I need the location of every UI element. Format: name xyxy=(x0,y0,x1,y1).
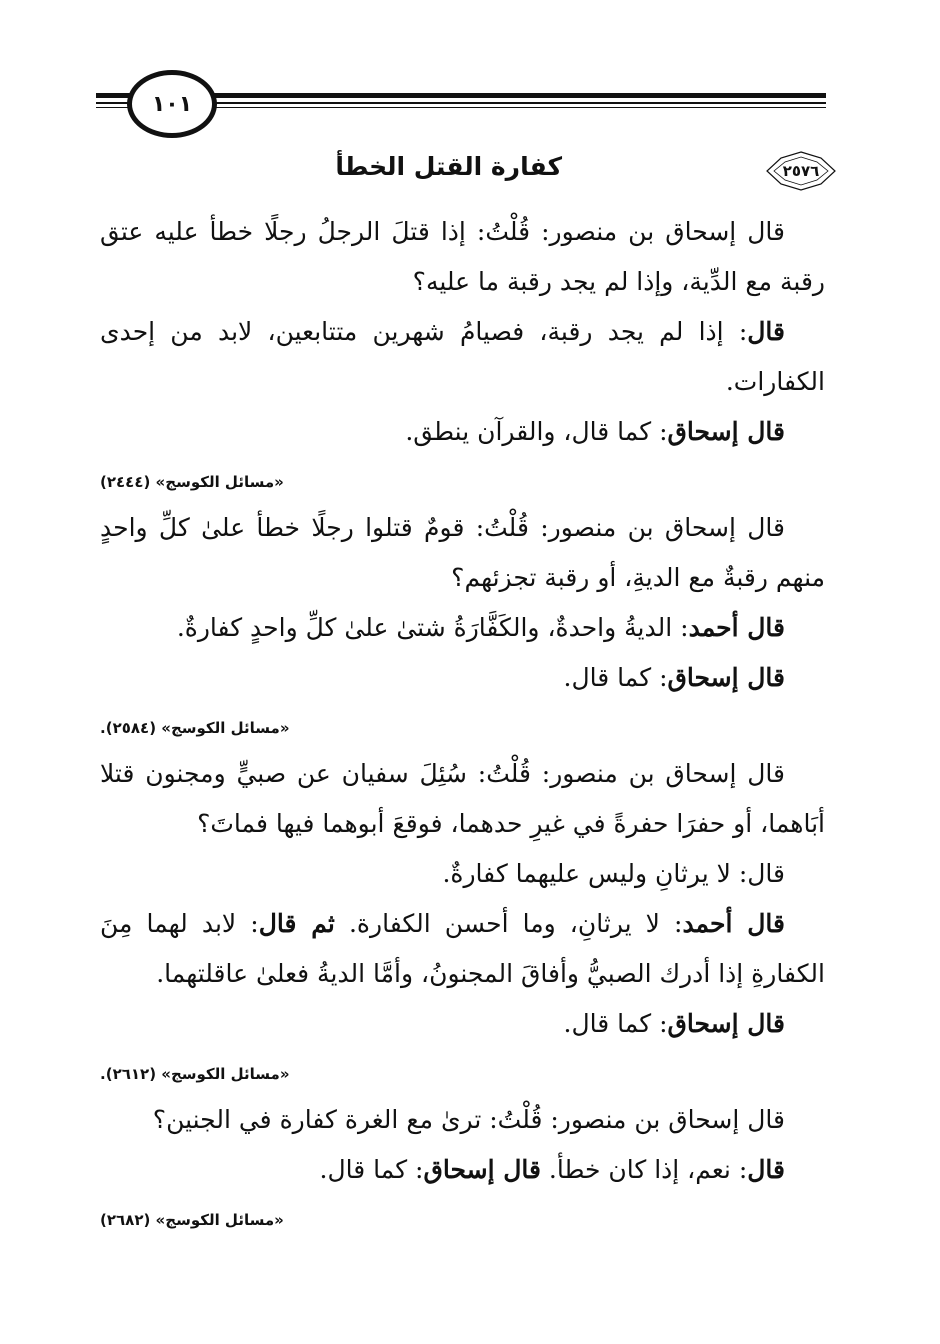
paragraph-text: : لابد لهما مِنَ الكفارةِ إذا أدرك الصبيُّ وأفاقَ المجنونُ، وأمَّا الديةُ فعلىٰ عاقلتهما. xyxy=(100,909,825,988)
paragraph-text: : كما قال. xyxy=(563,663,668,692)
paragraph-text: قال إسحاق بن منصور: xyxy=(530,217,786,246)
text-paragraph xyxy=(100,307,825,407)
issue-number-badge xyxy=(765,150,837,192)
paragraph-text: قُلْتُ xyxy=(485,217,531,246)
speaker-label: قال أحمد xyxy=(682,909,785,938)
paragraph-text: : كما قال. xyxy=(319,1155,424,1184)
page-number: ١٠١ xyxy=(127,70,217,138)
paragraph-text: : إذا لم يجد رقبة، فصيامُ شهرين متتابعين، لابد من إحدى الكفارات. xyxy=(100,317,825,396)
paragraph-text: : لا يرثانِ، وما أحسن الكفارة. xyxy=(334,909,683,938)
paragraph-text: : إذا قتلَ الرجلُ رجلًا خطأ عليه عتق رقبة مع الدِّية، وإذا لم يجد رقبة ما عليه؟ xyxy=(100,217,825,296)
speaker-label: قال إسحاق xyxy=(667,663,785,692)
text-paragraph xyxy=(100,899,825,999)
text-paragraph xyxy=(100,999,825,1049)
text-paragraph xyxy=(100,749,825,849)
speaker-label: قال إسحاق xyxy=(667,1009,785,1038)
speaker-label: ثم قال xyxy=(258,909,335,938)
paragraph-text: قال إسحاق بن منصور: قُلْتُ: قومٌ قتلوا رجلًا خطأ علىٰ كلِّ واحدٍ منهم رقبةٌ مع الديةِ، أو رقبة تجزئهم؟ xyxy=(100,513,825,592)
source-citation xyxy=(100,718,825,738)
source-citation-text: «مسائل الكوسج» (٢٦١٢). xyxy=(100,1065,290,1083)
page-body xyxy=(100,207,825,1241)
paragraph-text: قال إسحاق بن منصور: قُلْتُ: ترىٰ مع الغرة كفارة في الجنين؟ xyxy=(152,1105,785,1134)
source-citation-text: «مسائل الكوسج» (٢٥٨٤). xyxy=(100,719,290,737)
text-paragraph xyxy=(100,407,825,457)
speaker-label: قال xyxy=(747,1155,785,1184)
paragraph-text: : كما قال. xyxy=(563,1009,668,1038)
text-paragraph xyxy=(100,503,825,603)
paragraph-text: : نعم، إذا كان خطأ. xyxy=(540,1155,748,1184)
section-title: كفارة القتل الخطأ xyxy=(335,152,562,181)
text-paragraph xyxy=(100,849,825,899)
text-paragraph xyxy=(100,1145,825,1195)
text-paragraph xyxy=(100,603,825,653)
text-paragraph xyxy=(100,653,825,703)
source-citation-text: «مسائل الكوسج» (٢٤٤٤) xyxy=(100,473,284,491)
paragraph-text: قال إسحاق بن منصور: قُلْتُ: سُئِلَ سفيان عن صبيٍّ ومجنون قتلا أبَاهما، أو حفرَا حفرةً في غيرِ حدهما، فوقعَ أبوهما فيها فماتَ؟ xyxy=(100,759,825,838)
speaker-label: قال xyxy=(747,317,785,346)
source-citation-text: «مسائل الكوسج» (٢٦٨٢) xyxy=(100,1211,284,1229)
source-citation xyxy=(100,1210,825,1230)
speaker-label: قال إسحاق xyxy=(423,1155,541,1184)
speaker-label: قال أحمد xyxy=(688,613,785,642)
text-paragraph xyxy=(100,1095,825,1145)
issue-number: ٢٥٧٦ xyxy=(782,162,820,180)
source-citation xyxy=(100,472,825,492)
paragraph-text: : كما قال، والقرآن ينطق. xyxy=(405,417,668,446)
text-paragraph xyxy=(100,207,825,307)
source-citation xyxy=(100,1064,825,1084)
paragraph-text: : الديةُ واحدةٌ، والكَفَّارَةُ شتىٰ علىٰ كلِّ واحدٍ كفارةٌ. xyxy=(176,613,689,642)
paragraph-text: قال: لا يرثانِ وليس عليهما كفارةٌ. xyxy=(442,859,785,888)
speaker-label: قال إسحاق xyxy=(667,417,785,446)
